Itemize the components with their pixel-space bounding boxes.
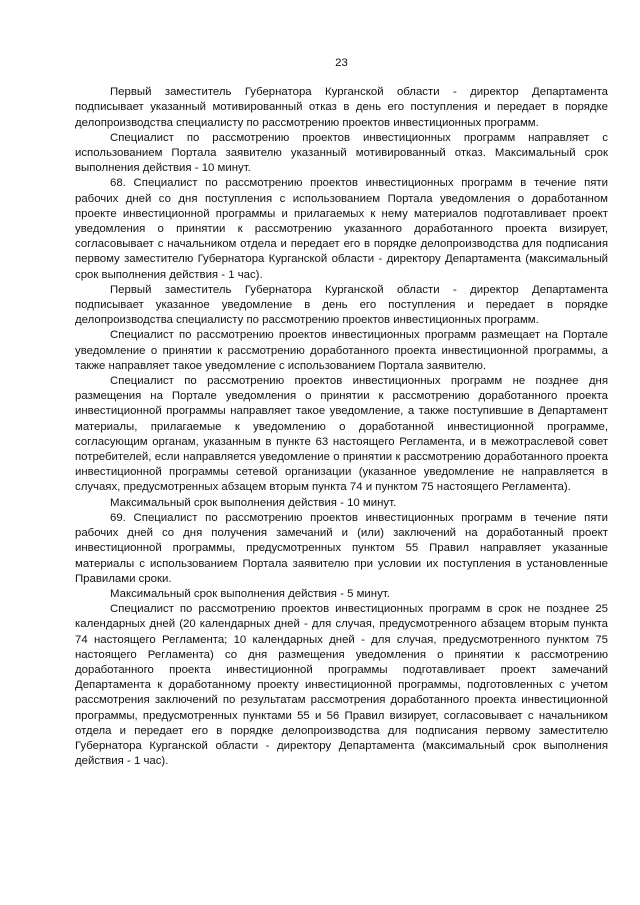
paragraph-4: Первый заместитель Губернатора Курганской области - директор Департамента подписывает указанное уведомление в день его поступления и передает в порядке делопроизводства специалисту по рассмотрению проектов инвестиционных программ. — [75, 283, 608, 327]
paragraph-10: Специалист по рассмотрению проектов инвестиционных программ в срок не позднее 25 календарных дней (20 календарных дней - для случая, предусмотренного абзацем вторым пункта 74 настоящего Регламента; 10 календарных дней - для случая, предусмотренного пунктом 75 настоящего Регламента) со дня размещения уведомления о принятии к рассмотрению доработанного проекта инвестиционной программы подготавливает проект замечаний Департамента к доработанному проекту инвестиционной программы, подготовленных с учетом рассмотрения заключений по результатам рассмотрения доработанного проекта инвестиционной программы, предусмотренных пунктами 55 и 56 Правил визирует, согласовывает с начальником отдела и передает его в порядке делопроизводства для подписания первому заместителю Губернатора Курганской области - директору Департамента (максимальный срок выполнения действия - 1 час). — [75, 603, 608, 768]
paragraph-3: 68. Специалист по рассмотрению проектов инвестиционных программ в течение пяти рабочих дней со дня поступления с использованием Портала уведомления о доработанном проекте инвестиционной программы и прилагаемых к нему материалов подготавливает проект уведомления о принятии к рассмотрению указанного доработанного проекта визирует, согласовывает с начальником отдела и передает его в порядке делопроизводства для подписания первому заместителю Губернатора Курганской области - директору Департамента (максимальный срок выполнения действия - 1 час). — [75, 177, 608, 281]
paragraph-9: Максимальный срок выполнения действия - 5 минут. — [110, 587, 390, 600]
paragraph-5: Специалист по рассмотрению проектов инвестиционных программ размещает на Портале уведомление о принятии к рассмотрению доработанного проекта инвестиционной программы, а также направляет такое уведомление с использованием Портала заявителю. — [75, 329, 608, 372]
paragraph-8: 69. Специалист по рассмотрению проектов инвестиционных программ в течение пяти рабочих дней со дня получения замечаний и (или) заключений на доработанный проект инвестиционной программы, предусмотренных пунктом 55 Правил направляет указанные материалы с использованием Портала заявителю при условии их поступления в установленные Правилами сроки. — [75, 511, 608, 585]
paragraph-2: Специалист по рассмотрению проектов инвестиционных программ направляет с использованием Портала заявителю указанный мотивированный отказ. Максимальный срок выполнения действия - 10 минут. — [75, 131, 608, 175]
page-number: 23 — [335, 57, 348, 69]
paragraph-7: Максимальный срок выполнения действия - 10 минут. — [110, 496, 397, 509]
paragraph-1: Первый заместитель Губернатора Курганской области - директор Департамента подписывает указанный мотивированный отказ в день его поступления и передает в порядке делопроизводства специалисту по рассмотрению проектов инвестиционных программ. — [75, 86, 608, 129]
paragraph-6: Специалист по рассмотрению проектов инвестиционных программ не позднее дня размещения на Портале уведомления о принятии к рассмотрению доработанного проекта инвестиционной программы направляет такое уведомление, а также поступившие в Департамент материалы, прилагаемые к уведомлению о доработанной инвестиционной программе, согласующим органам, указанным в пункте 63 настоящего Регламента, и в межотраслевой совет потребителей, если направляется уведомление о принятии к рассмотрению доработанного проекта инвестиционной программы сетевой организации (указанное уведомление не направляется в случаях, предусмотренных абзацем вторым пункта 74 и пунктом 75 настоящего Регламента). — [75, 375, 608, 494]
document-page — [75, 50, 608, 769]
